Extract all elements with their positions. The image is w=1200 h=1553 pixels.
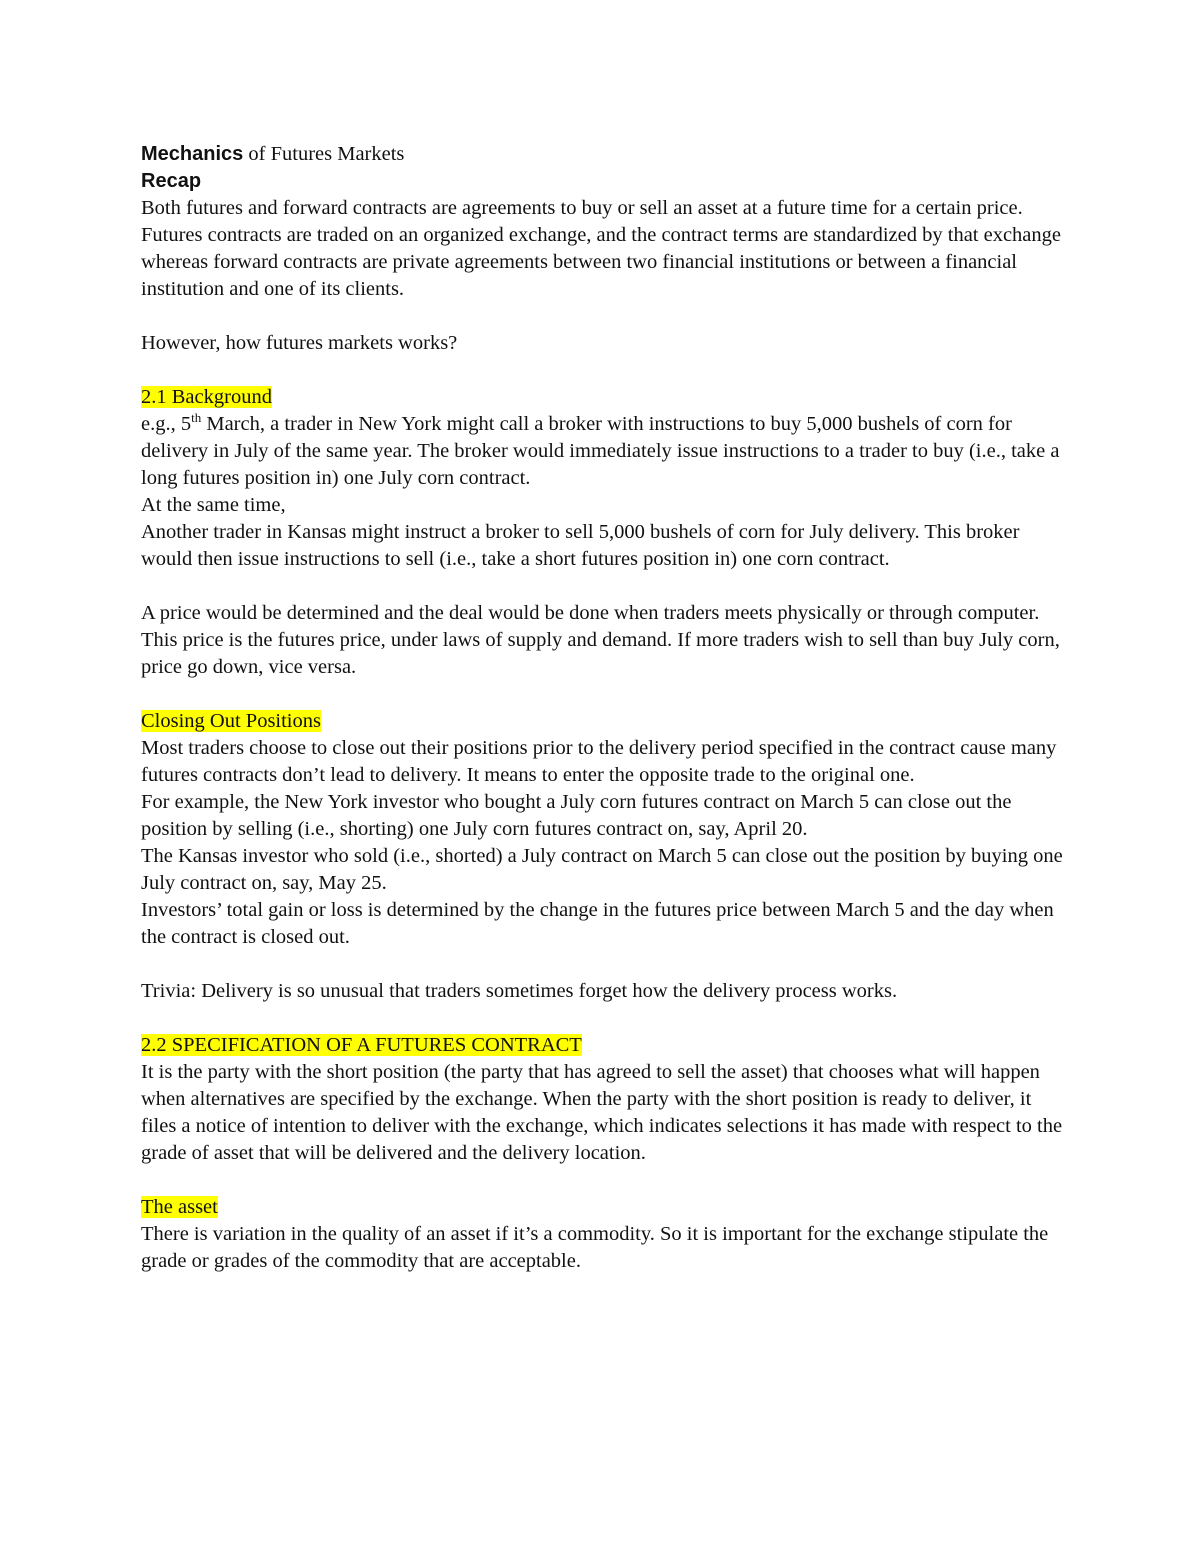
closing-paragraph-2: For example, the New York investor who bought a July corn futures contract on March 5 can close out the position by selling (i.e., shorting) one July corn futures contract on, say, April 20. bbox=[141, 791, 1012, 840]
spacer bbox=[141, 1005, 1071, 1032]
spacer bbox=[141, 1167, 1071, 1194]
document-title bbox=[141, 141, 1071, 168]
specification-heading bbox=[141, 1032, 1071, 1059]
spacer bbox=[141, 357, 1071, 384]
recap-heading: Recap bbox=[141, 170, 202, 192]
asset-heading bbox=[141, 1194, 1071, 1221]
asset-paragraph-1: There is variation in the quality of an asset if it’s a commodity. So it is important for the exchange stipulate the grade or grades of the commodity that are acceptable. bbox=[141, 1223, 1049, 1272]
spacer bbox=[141, 951, 1071, 978]
background-paragraph-1 bbox=[141, 411, 1071, 492]
recap-paragraph-2: Futures contracts are traded on an organized exchange, and the contract terms are standardized by that exchange whereas forward contracts are private agreements between two financial institutions or between a financial institution and one of its clients. bbox=[141, 224, 1062, 300]
specification-paragraph-1: It is the party with the short position (the party that has agreed to sell the asset) that chooses what will happen when alternatives are specified by the exchange. When the party with the short position is ready to deliver, it files a notice of intention to deliver with the exchange, which indicates selections it has made with respect to the grade of asset that will be delivered and the delivery location. bbox=[141, 1061, 1063, 1164]
closing-paragraph-4: Investors’ total gain or loss is determined by the change in the futures price between March 5 and the day when the contract is closed out. bbox=[141, 899, 1054, 948]
background-paragraph-4: A price would be determined and the deal would be done when traders meets physically or through computer. This price is the futures price, under laws of supply and demand. If more traders wish to sell than buy July corn, price go down, vice versa. bbox=[141, 602, 1060, 678]
document-page bbox=[141, 141, 1071, 1275]
background-p1-start: e.g., 5 bbox=[141, 413, 192, 435]
recap-paragraph-1: Both futures and forward contracts are agreements to buy or sell an asset at a future time for a certain price. bbox=[141, 197, 1023, 219]
ordinal-superscript: th bbox=[191, 410, 202, 426]
closing-heading-highlight: Closing Out Positions bbox=[141, 710, 321, 732]
background-heading bbox=[141, 384, 1071, 411]
spacer bbox=[141, 681, 1071, 708]
closing-paragraph-1: Most traders choose to close out their positions prior to the delivery period specified in the contract cause many futures contracts don’t lead to delivery. It means to enter the opposite trade to the original one. bbox=[141, 737, 1057, 786]
closing-heading bbox=[141, 708, 1071, 735]
background-heading-highlight: 2.1 Background bbox=[141, 386, 272, 408]
closing-paragraph-3: The Kansas investor who sold (i.e., shorted) a July contract on March 5 can close out the position by buying one July contract on, say, May 25. bbox=[141, 845, 1063, 894]
background-paragraph-2: At the same time, bbox=[141, 494, 286, 516]
background-paragraph-3: Another trader in Kansas might instruct a broker to sell 5,000 bushels of corn for July delivery. This broker would then issue instructions to sell (i.e., take a short futures position in) one corn contract. bbox=[141, 521, 1020, 570]
recap-question: However, how futures markets works? bbox=[141, 332, 458, 354]
asset-heading-highlight: The asset bbox=[141, 1196, 218, 1218]
spacer bbox=[141, 573, 1071, 600]
specification-heading-highlight: 2.2 SPECIFICATION OF A FUTURES CONTRACT bbox=[141, 1034, 582, 1056]
background-p1-rest: March, a trader in New York might call a broker with instructions to buy 5,000 bushels of corn for delivery in July of the same year. The broker would immediately issue instructions to a trader to buy (i.e., take a long futures position in) one July corn contract. bbox=[141, 413, 1060, 489]
title-lead: Mechanics bbox=[141, 143, 244, 165]
title-rest: of Futures Markets bbox=[243, 143, 405, 165]
trivia-paragraph: Trivia: Delivery is so unusual that traders sometimes forget how the delivery process works. bbox=[141, 980, 898, 1002]
spacer bbox=[141, 303, 1071, 330]
